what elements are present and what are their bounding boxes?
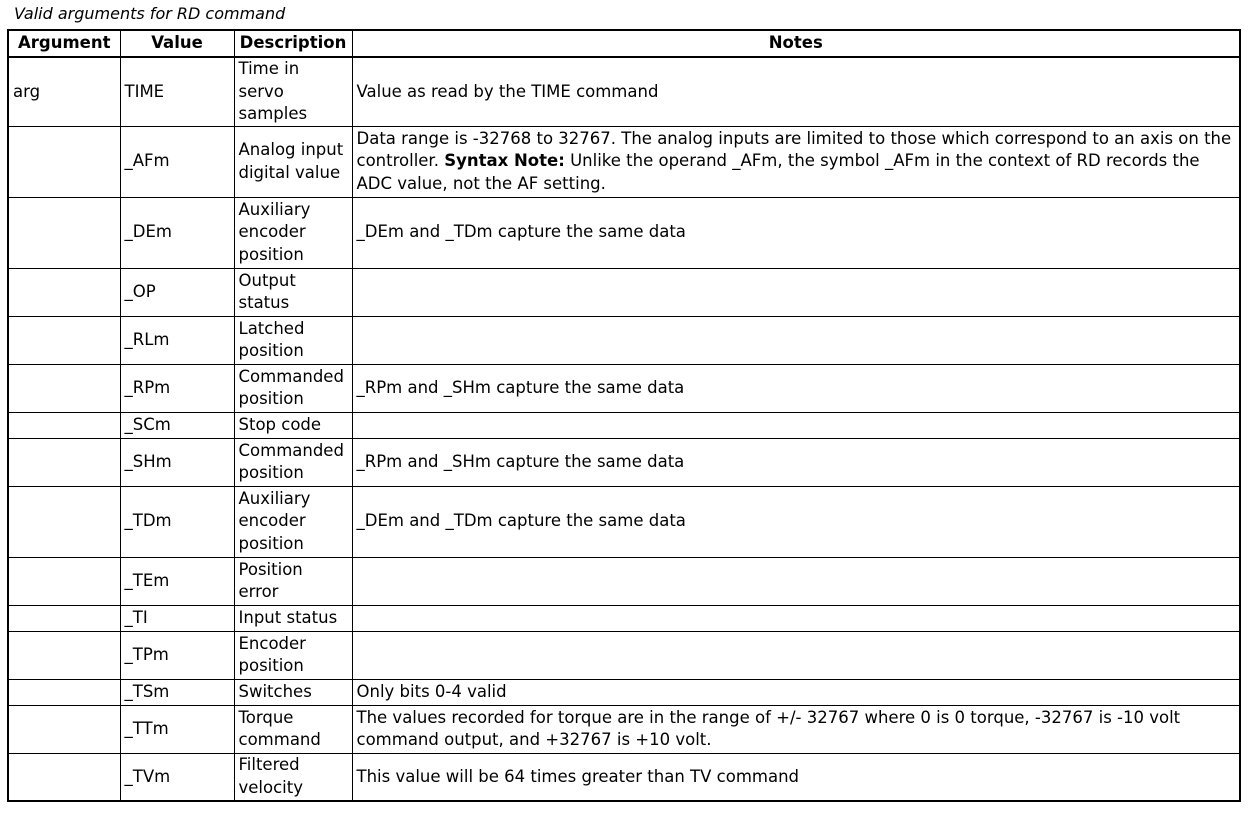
cell-notes <box>352 631 1240 679</box>
cell-notes: The values recorded for torque are in the range of +/- 32767 where 0 is 0 torque, -32767 is -10 volt command output, and +32767 is +10 volt. <box>352 705 1240 753</box>
cell-value: _OP <box>120 268 234 316</box>
header-notes: Notes <box>352 30 1240 57</box>
cell-value: _TEm <box>120 557 234 605</box>
table-row <box>8 364 1240 412</box>
cell-argument <box>8 705 120 753</box>
cell-argument <box>8 605 120 631</box>
cell-value: _TI <box>120 605 234 631</box>
table-row <box>8 126 1240 197</box>
cell-notes: _DEm and _TDm capture the same data <box>352 197 1240 268</box>
syntax-note-label: Syntax Note: <box>444 151 565 171</box>
cell-description: Commanded position <box>234 438 352 486</box>
cell-argument: arg <box>8 57 120 126</box>
cell-description: Commanded position <box>234 364 352 412</box>
table-row <box>8 605 1240 631</box>
cell-value: _SCm <box>120 412 234 438</box>
cell-value: _TPm <box>120 631 234 679</box>
cell-notes <box>352 557 1240 605</box>
cell-value: _SHm <box>120 438 234 486</box>
cell-notes: Only bits 0-4 valid <box>352 679 1240 705</box>
table-row <box>8 557 1240 605</box>
table-row <box>8 753 1240 801</box>
cell-description: Latched position <box>234 316 352 364</box>
cell-argument <box>8 268 120 316</box>
cell-argument <box>8 364 120 412</box>
table-row <box>8 412 1240 438</box>
table-row <box>8 316 1240 364</box>
cell-value: _TVm <box>120 753 234 801</box>
cell-value: _TDm <box>120 486 234 557</box>
cell-notes: Value as read by the TIME command <box>352 57 1240 126</box>
table-row <box>8 197 1240 268</box>
table-row <box>8 57 1240 126</box>
cell-value: _TTm <box>120 705 234 753</box>
table-row <box>8 438 1240 486</box>
cell-description: Encoder position <box>234 631 352 679</box>
cell-description: Switches <box>234 679 352 705</box>
header-description: Description <box>234 30 352 57</box>
rd-arguments-table <box>7 29 1241 802</box>
cell-argument <box>8 126 120 197</box>
cell-description: Stop code <box>234 412 352 438</box>
notes-text: Data range is -32768 to 32767. The analog inputs are limited to those which correspond to an axis on the controller. <box>356 128 1232 171</box>
cell-notes <box>352 126 1240 197</box>
cell-value: _RLm <box>120 316 234 364</box>
cell-argument <box>8 753 120 801</box>
cell-notes: _DEm and _TDm capture the same data <box>352 486 1240 557</box>
cell-argument <box>8 486 120 557</box>
cell-value: TIME <box>120 57 234 126</box>
cell-value: _DEm <box>120 197 234 268</box>
cell-value: _RPm <box>120 364 234 412</box>
cell-description: Auxiliary encoder position <box>234 197 352 268</box>
cell-description: Torque command <box>234 705 352 753</box>
cell-argument <box>8 557 120 605</box>
cell-notes: _RPm and _SHm capture the same data <box>352 364 1240 412</box>
table-row <box>8 268 1240 316</box>
table-row <box>8 705 1240 753</box>
cell-description: Input status <box>234 605 352 631</box>
cell-value: _AFm <box>120 126 234 197</box>
cell-description: Output status <box>234 268 352 316</box>
cell-notes <box>352 268 1240 316</box>
cell-notes: _RPm and _SHm capture the same data <box>352 438 1240 486</box>
cell-description: Analog input digital value <box>234 126 352 197</box>
table-row <box>8 679 1240 705</box>
cell-description: Position error <box>234 557 352 605</box>
header-value: Value <box>120 30 234 57</box>
cell-argument <box>8 438 120 486</box>
cell-notes <box>352 316 1240 364</box>
cell-argument <box>8 316 120 364</box>
cell-argument <box>8 197 120 268</box>
cell-description: Auxiliary encoder position <box>234 486 352 557</box>
cell-notes: This value will be 64 times greater than TV command <box>352 753 1240 801</box>
cell-argument <box>8 631 120 679</box>
cell-argument <box>8 412 120 438</box>
header-row <box>8 30 1240 57</box>
table-row <box>8 486 1240 557</box>
cell-value: _TSm <box>120 679 234 705</box>
cell-notes <box>352 605 1240 631</box>
cell-argument <box>8 679 120 705</box>
header-argument: Argument <box>8 30 120 57</box>
cell-notes <box>352 412 1240 438</box>
table-row <box>8 631 1240 679</box>
table-caption: Valid arguments for RD command <box>14 4 286 23</box>
notes-text-tail: Unlike the operand _AFm, the symbol _AFm in the context of RD records the ADC value, not the AF setting. <box>356 151 1200 193</box>
cell-description: Filtered velocity <box>234 753 352 801</box>
cell-description: Time in servo samples <box>234 57 352 126</box>
